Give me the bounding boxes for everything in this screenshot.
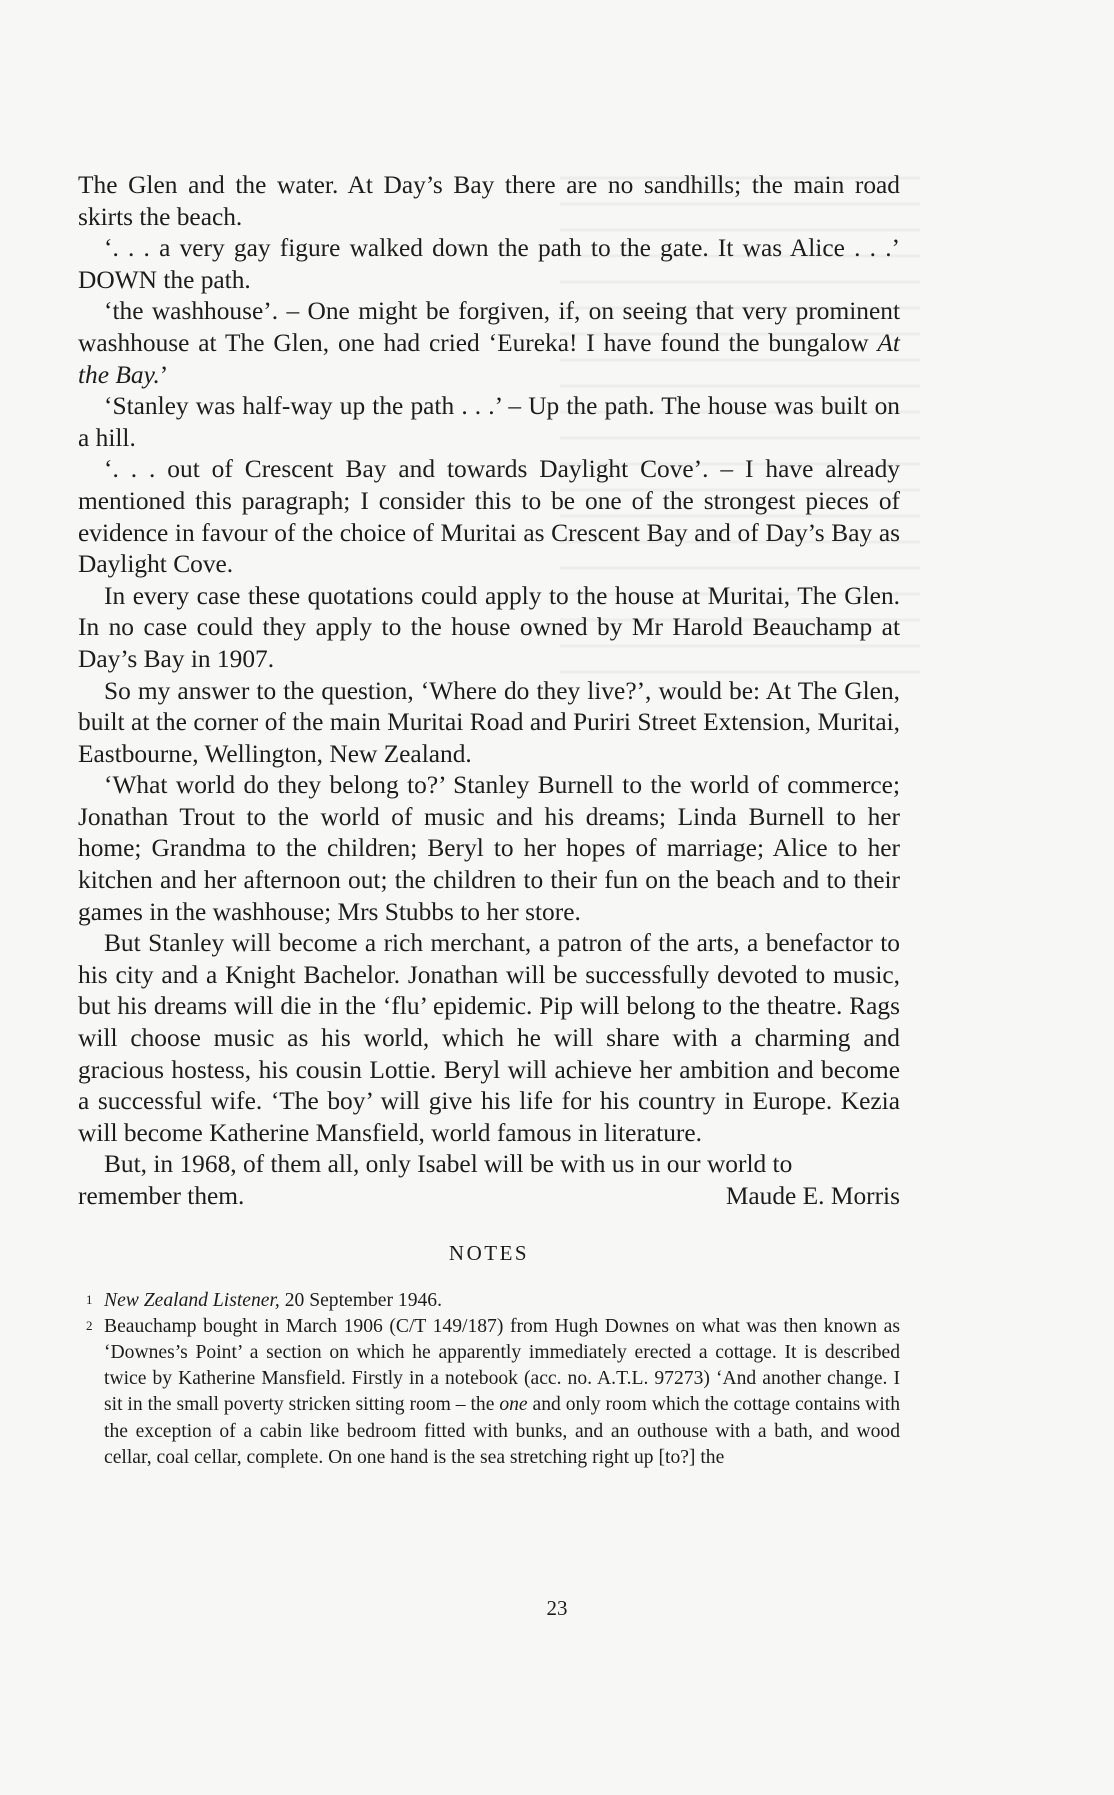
text-run: Beauchamp bought in March 1906 (C/T 149/187) from Hugh Downes on what was then known as ‘Downes’s Point’ a section on which he apparently immediately erected a cottage. It is described twice by Katherine Mansfield. Firstly in a notebook (acc. no. A.T.L. 97273) ‘And another change. I sit in the small poverty stricken sitting room – the — [104, 1315, 900, 1416]
italic-text: one — [499, 1394, 528, 1416]
text-run: ‘the washhouse’. – One might be forgiven, if, on seeing that very prominent washhouse at The Glen, one had cried ‘Eureka! I have found the bungalow — [78, 297, 900, 357]
page-number: 23 — [546, 1596, 568, 1620]
text-run: and only room which the cottage contains with the exception of a cabin like bedroom fitted with bunks, and an outhouse with a bath, and wood cellar, coal cellar, complete. On one hand is the sea stretching right up [to?] the — [104, 1394, 901, 1468]
signoff-row — [78, 1181, 900, 1213]
author-signature: Maude E. Morris — [725, 1182, 900, 1210]
footnote — [78, 1288, 900, 1314]
text-run: So my answer to the question, ‘Where do they live?’, would be: At The Glen, built at the corner of the main Muritai Road and Puriri Street Extension, Muritai, Eastbourne, Wellington, New Zealand. — [78, 676, 900, 768]
text-column — [78, 170, 900, 1471]
text-run: But Stanley will become a rich merchant, a patron of the arts, a benefactor to his city and a Knight Bachelor. Jonathan will be successfully devoted to music, but his dreams will die in the ‘flu’ epidemic. Pip will belong to the theatre. Rags will choose music as his world, which he will share with a charming and gracious hostess, his cousin Lottie. Beryl will achieve her ambition and become a successful wife. ‘The boy’ will give his life for his country in Europe. Kezia will become Katherine Mansfield, world famous in literature. — [78, 929, 900, 1147]
closing-line-1: But, in 1968, of them all, only Isabel will be with us in our world to — [104, 1150, 793, 1179]
closing-paragraph — [78, 1149, 900, 1212]
footnote-number: 1 — [86, 1291, 93, 1307]
text-run: ‘. . . a very gay figure walked down the path to the gate. It was Alice . . .’ DOWN the path. — [78, 234, 900, 294]
italic-text: New Zealand Listener, — [104, 1289, 280, 1311]
body-paragraph — [78, 170, 900, 233]
closing-line-2: remember them. — [78, 1182, 245, 1210]
body-paragraph — [78, 770, 900, 928]
body-paragraph — [78, 454, 900, 580]
italic-text: At the Bay. — [78, 328, 900, 389]
body-paragraph — [78, 391, 900, 454]
text-run: ‘. . . out of Crescent Bay and towards Daylight Cove’. – I have already mentioned this paragraph; I consider this to be one of the strongest pieces of evidence in favour of the choice of Muritai as Crescent Bay and of Day’s Bay as Daylight Cove. — [78, 455, 900, 579]
body-text — [78, 170, 900, 1149]
body-paragraph — [78, 296, 900, 391]
body-paragraph — [78, 928, 900, 1149]
body-paragraph — [78, 676, 900, 771]
body-paragraph — [78, 233, 900, 296]
text-run: ‘What world do they belong to?’ Stanley Burnell to the world of commerce; Jonathan Trout to the world of music and his dreams; Linda Burnell to her home; Grandma to the children; Beryl to her hopes of marriage; Alice to her kitchen and her afternoon out; the children to their fun on the beach and to their games in the washhouse; Mrs Stubbs to her store. — [78, 771, 900, 926]
text-run: 20 September 1946. — [279, 1289, 442, 1311]
notes-heading: NOTES — [448, 1240, 530, 1265]
text-run: ’ — [159, 360, 169, 389]
text-run: The Glen and the water. At Day’s Bay there are no sandhills; the main road skirts the beach. — [78, 171, 900, 231]
footnote-number: 2 — [86, 1317, 93, 1333]
text-run: ‘Stanley was half-way up the path . . .’ – Up the path. The house was built on a hill. — [78, 392, 900, 452]
body-paragraph — [78, 581, 900, 676]
text-run: In every case these quotations could apply to the house at Muritai, The Glen. In no case could they apply to the house owned by Mr Harold Beauchamp at Day’s Bay in 1907. — [78, 581, 900, 673]
footnote — [78, 1314, 900, 1471]
notes-list — [78, 1288, 900, 1471]
